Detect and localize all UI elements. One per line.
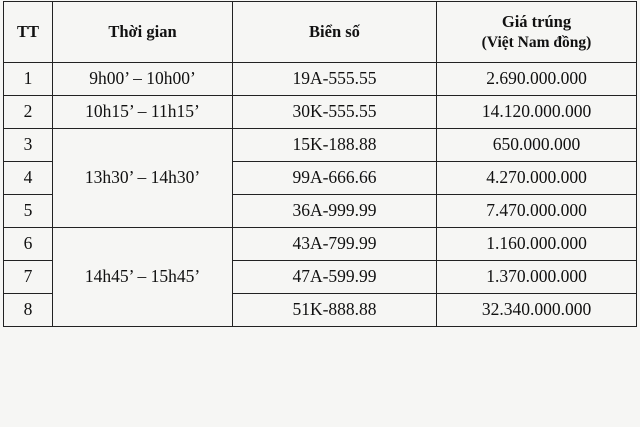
winning-price: 1.370.000.000	[437, 261, 637, 294]
table-row	[4, 228, 637, 261]
plate-number: 51K-888.88	[233, 294, 437, 327]
plate-number: 43A-799.99	[233, 228, 437, 261]
header-price-unit: (Việt Nam đồng)	[481, 34, 592, 52]
plate-number: 36A-999.99	[233, 195, 437, 228]
winning-price: 4.270.000.000	[437, 162, 637, 195]
row-number: 2	[4, 96, 53, 129]
header-price-label: Giá trúng	[501, 11, 572, 31]
time-slot: 10h15’ – 11h15’	[53, 96, 233, 129]
row-number: 8	[4, 294, 53, 327]
table-row	[4, 129, 637, 162]
winning-price: 2.690.000.000	[437, 63, 637, 96]
row-number: 3	[4, 129, 53, 162]
row-number: 7	[4, 261, 53, 294]
time-slot: 14h45’ – 15h45’	[53, 228, 233, 327]
winning-price: 32.340.000.000	[437, 294, 637, 327]
header-time: Thời gian	[53, 2, 233, 63]
header-tt: TT	[4, 2, 53, 63]
table-header-row	[4, 2, 637, 63]
winning-price: 7.470.000.000	[437, 195, 637, 228]
winning-price: 1.160.000.000	[437, 228, 637, 261]
row-number: 6	[4, 228, 53, 261]
winning-price: 650.000.000	[437, 129, 637, 162]
plate-number: 47A-599.99	[233, 261, 437, 294]
auction-results-table	[3, 1, 637, 327]
row-number: 1	[4, 63, 53, 96]
row-number: 4	[4, 162, 53, 195]
plate-number: 30K-555.55	[233, 96, 437, 129]
row-number: 5	[4, 195, 53, 228]
table-row	[4, 63, 637, 96]
plate-number: 15K-188.88	[233, 129, 437, 162]
header-price	[437, 2, 637, 63]
plate-number: 99A-666.66	[233, 162, 437, 195]
header-plate: Biển số	[233, 2, 437, 63]
winning-price: 14.120.000.000	[437, 96, 637, 129]
plate-number: 19A-555.55	[233, 63, 437, 96]
time-slot: 13h30’ – 14h30’	[53, 129, 233, 228]
time-slot: 9h00’ – 10h00’	[53, 63, 233, 96]
table-row	[4, 96, 637, 129]
